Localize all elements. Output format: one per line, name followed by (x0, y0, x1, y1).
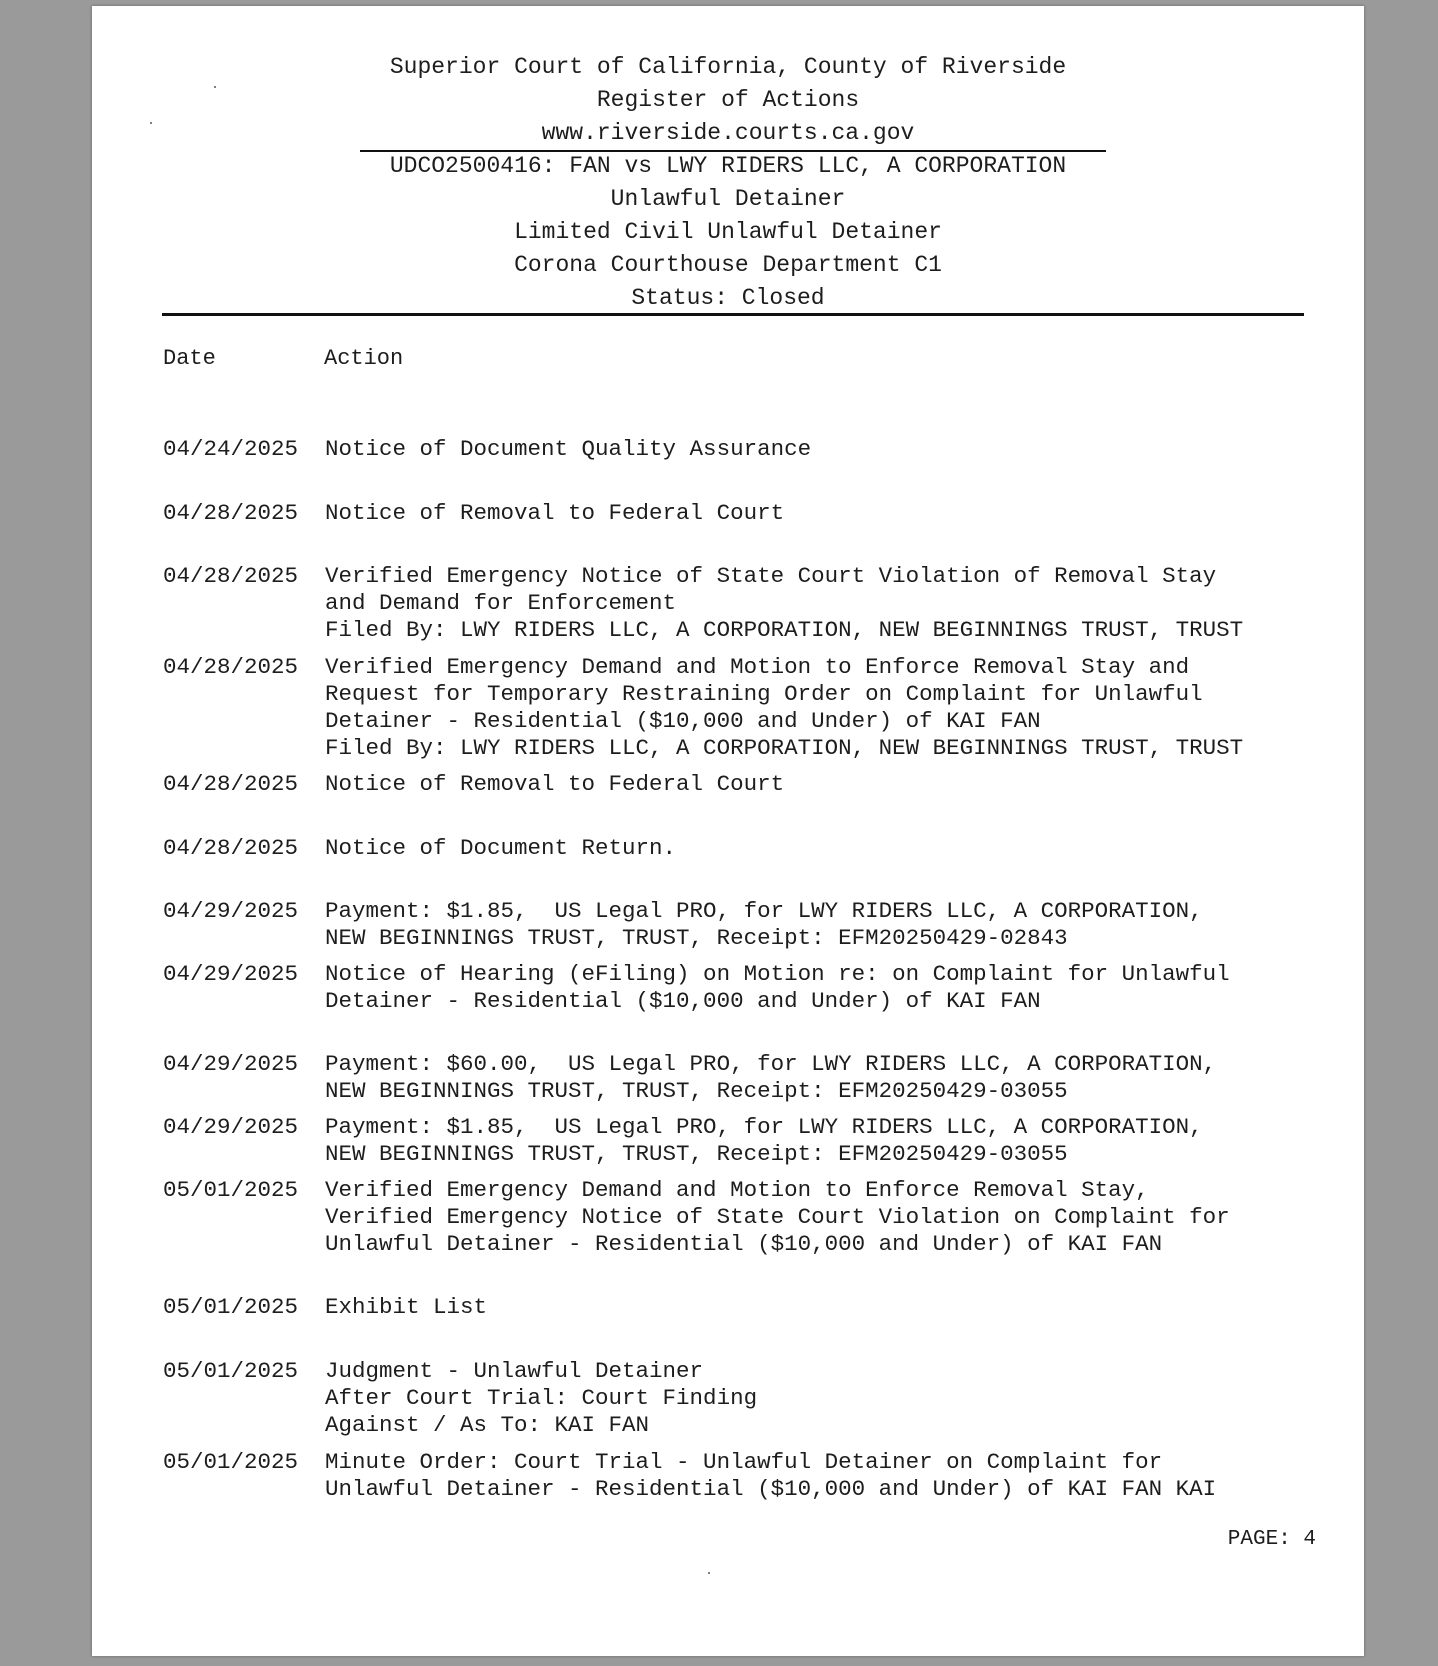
header-rule-long (162, 313, 1304, 316)
entry-text-line: Against / As To: KAI FAN (325, 1412, 650, 1438)
entry-text-line: Notice of Document Quality Assurance (325, 436, 812, 462)
entry-text-line: NEW BEGINNINGS TRUST, TRUST, Receipt: EFM20250429-03055 (325, 1078, 1068, 1104)
entry-text-line: Payment: $1.85, US Legal PRO, for LWY RIDERS LLC, A CORPORATION, (325, 898, 1203, 924)
document-page (92, 6, 1364, 1656)
entry-text-line: Unlawful Detainer - Residential ($10,000 and Under) of KAI FAN (325, 1231, 1163, 1257)
action-column-header: Action (324, 346, 404, 371)
entry-text-line: Request for Temporary Restraining Order on Complaint for Unlawful (325, 681, 1203, 707)
entry-text-line: Notice of Removal to Federal Court (325, 771, 785, 797)
entry-text-line: Verified Emergency Demand and Motion to Enforce Removal Stay and (325, 654, 1190, 680)
entry-date: 05/01/2025 (163, 1358, 299, 1384)
entry-text-line: After Court Trial: Court Finding (325, 1385, 758, 1411)
entry-text-line: Verified Emergency Notice of State Court Violation of Removal Stay (325, 563, 1217, 589)
entry-text-line: Detainer - Residential ($10,000 and Under) of KAI FAN (325, 988, 1041, 1014)
entry-text-line: Notice of Removal to Federal Court (325, 500, 785, 526)
entry-text-line: Unlawful Detainer - Residential ($10,000 and Under) of KAI FAN KAI (325, 1476, 1217, 1502)
entry-date: 05/01/2025 (163, 1294, 299, 1320)
entry-date: 05/01/2025 (163, 1177, 299, 1203)
entry-date: 04/29/2025 (163, 898, 299, 924)
entry-date: 04/28/2025 (163, 835, 299, 861)
entry-date: 04/29/2025 (163, 961, 299, 987)
entry-text-line: Notice of Hearing (eFiling) on Motion re: on Complaint for Unlawful (325, 961, 1230, 987)
entry-text-line: Exhibit List (325, 1294, 488, 1320)
page-number: PAGE: 4 (1227, 1528, 1316, 1551)
case-type: Unlawful Detainer (610, 186, 846, 212)
court-website: www.riverside.courts.ca.gov (541, 120, 915, 146)
entry-text-line: Verified Emergency Notice of State Court Violation on Complaint for (325, 1204, 1230, 1230)
entry-text-line: NEW BEGINNINGS TRUST, TRUST, Receipt: EFM20250429-02843 (325, 925, 1068, 951)
date-column-header: Date (163, 346, 216, 371)
case-category: Limited Civil Unlawful Detainer (514, 219, 942, 245)
entry-text-line: Payment: $60.00, US Legal PRO, for LWY RIDERS LLC, A CORPORATION, (325, 1051, 1217, 1077)
case-number-line: UDCO2500416: FAN vs LWY RIDERS LLC, A CORPORATION (389, 153, 1067, 179)
entry-date: 04/29/2025 (163, 1051, 299, 1077)
entry-date: 04/29/2025 (163, 1114, 299, 1140)
entry-text-line: Minute Order: Court Trial - Unlawful Detainer on Complaint for (325, 1449, 1163, 1475)
entry-text-line: Judgment - Unlawful Detainer (325, 1358, 704, 1384)
case-status: Status: Closed (631, 285, 825, 311)
entry-text-line: Verified Emergency Demand and Motion to Enforce Removal Stay, (325, 1177, 1149, 1203)
courthouse-location: Corona Courthouse Department C1 (514, 252, 942, 278)
entry-date: 04/24/2025 (163, 436, 299, 462)
entry-date: 04/28/2025 (163, 771, 299, 797)
entry-text-line: Detainer - Residential ($10,000 and Under) of KAI FAN (325, 708, 1041, 734)
entry-filed-by: Filed By: LWY RIDERS LLC, A CORPORATION, NEW BEGINNINGS TRUST, TRUST (325, 735, 1244, 761)
entry-text-line: Notice of Document Return. (325, 835, 677, 861)
entry-filed-by: Filed By: LWY RIDERS LLC, A CORPORATION, NEW BEGINNINGS TRUST, TRUST (325, 617, 1244, 643)
entry-text-line: and Demand for Enforcement (325, 590, 677, 616)
entry-text-line: NEW BEGINNINGS TRUST, TRUST, Receipt: EFM20250429-03055 (325, 1141, 1068, 1167)
entry-date: 04/28/2025 (163, 500, 299, 526)
entry-text-line: Payment: $1.85, US Legal PRO, for LWY RIDERS LLC, A CORPORATION, (325, 1114, 1203, 1140)
entry-date: 04/28/2025 (163, 654, 299, 680)
entry-date: 05/01/2025 (163, 1449, 299, 1475)
document-title: Register of Actions (596, 87, 860, 113)
entry-date: 04/28/2025 (163, 563, 299, 589)
scan-speck (708, 1572, 710, 1574)
court-name: Superior Court of California, County of Riverside (389, 54, 1067, 80)
